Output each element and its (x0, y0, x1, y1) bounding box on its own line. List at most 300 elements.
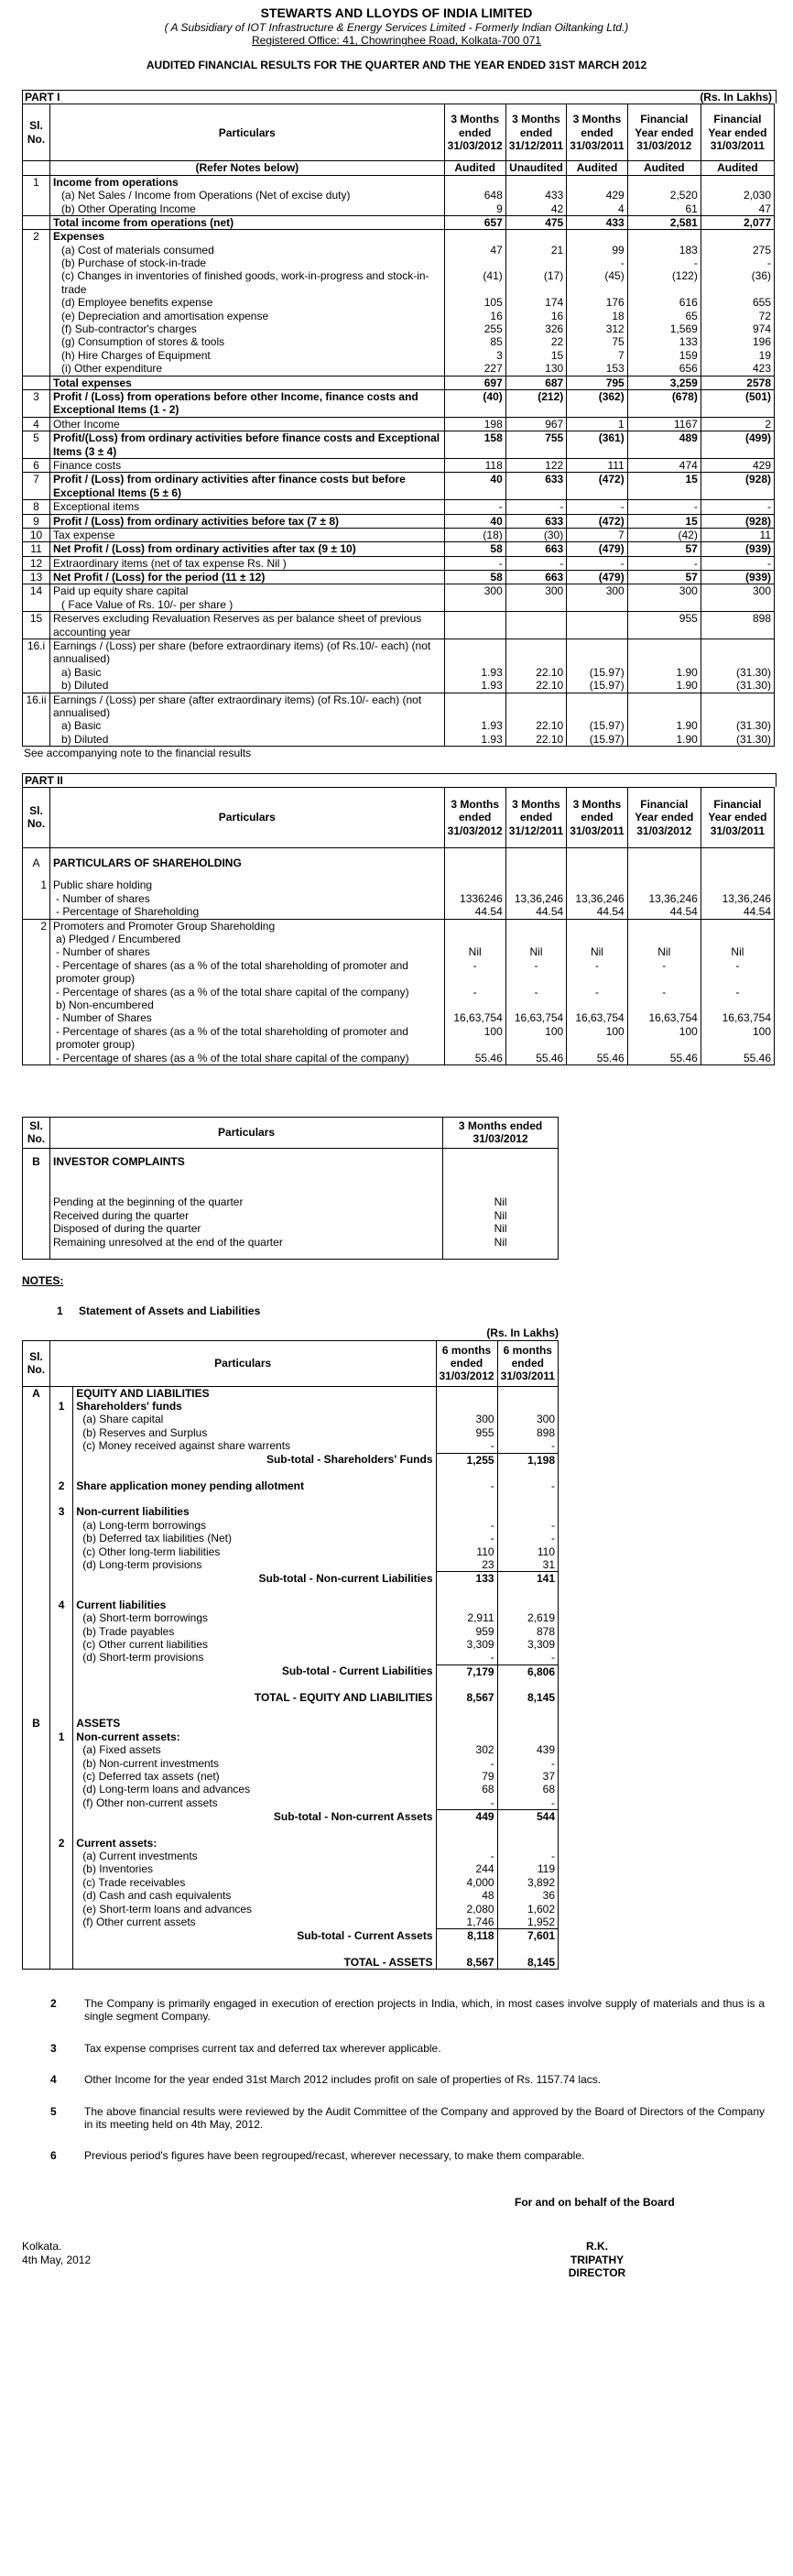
table-row (23, 1505, 559, 1518)
row-value: Nil (505, 945, 566, 958)
row-value: 55.46 (701, 1052, 774, 1065)
row-number: 5 (23, 431, 50, 459)
row-value: 37 (497, 1770, 558, 1783)
row-number (49, 1453, 72, 1467)
row-label: (a) Current investments (73, 1850, 436, 1862)
row-value: 68 (497, 1783, 558, 1796)
row-value: (36) (701, 269, 774, 296)
row-value (505, 639, 566, 666)
row-value: 275 (701, 244, 774, 257)
row-label: - Number of Shares (50, 1011, 445, 1024)
table-row (23, 1386, 559, 1400)
row-value: 36 (497, 1889, 558, 1902)
row-value: 1.93 (444, 733, 505, 747)
col-fy1: Financial Year ended 31/03/2012 (627, 104, 701, 161)
row-value: 22.10 (505, 679, 566, 693)
row-label: (i) Other expenditure (50, 362, 445, 376)
row-value (567, 693, 627, 719)
row-number (23, 719, 50, 732)
row-label: Expenses (50, 230, 445, 244)
table-row (23, 879, 775, 891)
table-row (23, 528, 775, 541)
table-row (23, 244, 775, 257)
row-value: 183 (627, 244, 701, 257)
row-value (701, 639, 774, 666)
row-value: 79 (436, 1770, 497, 1783)
row-value: 58 (444, 571, 505, 584)
row-label (73, 1492, 436, 1505)
section-letter (23, 1837, 50, 1850)
row-number (23, 1209, 50, 1222)
row-value: 657 (444, 215, 505, 229)
row-number (23, 349, 50, 362)
note-item (50, 1997, 765, 2024)
row-value (497, 1717, 558, 1730)
row-value: (472) (567, 473, 627, 500)
report-header (0, 0, 793, 71)
row-number (23, 999, 50, 1011)
row-value: 18 (567, 310, 627, 322)
section-letter (23, 1439, 50, 1453)
row-value: 11 (701, 528, 774, 541)
col-particulars: Particulars (50, 787, 445, 847)
row-value: 697 (444, 376, 505, 389)
row-value: - (505, 959, 566, 986)
section-letter (23, 1586, 50, 1599)
row-value (627, 999, 701, 1011)
row-value: Nil (443, 1195, 559, 1208)
row-number: 6 (23, 458, 50, 472)
table-row (23, 1426, 559, 1439)
row-value: 13,36,246 (701, 892, 774, 905)
row-number: 1 (23, 879, 50, 891)
row-value: - (497, 1532, 558, 1545)
row-value: 687 (505, 376, 566, 389)
statement-title: Statement of Assets and Liabilities (79, 1304, 261, 1317)
row-value: - (497, 1651, 558, 1665)
row-value (505, 175, 566, 189)
table-row (23, 719, 775, 732)
row-value: (939) (701, 542, 774, 556)
col-fy2: Financial Year ended 31/03/2011 (701, 104, 774, 161)
row-label: Profit / (Loss) from operations before other Income, finance costs and Exceptional Items (1 - 2) (50, 390, 445, 418)
row-value (701, 175, 774, 189)
row-value: (17) (505, 269, 566, 296)
row-number (49, 1704, 72, 1717)
row-value: - (436, 1479, 497, 1492)
row-number (23, 945, 50, 958)
table-row (23, 542, 775, 556)
row-value: (31.30) (701, 679, 774, 693)
row-value (701, 847, 774, 879)
section-letter (23, 1730, 50, 1743)
row-number: 4 (49, 1599, 72, 1611)
row-label: Sub-total - Non-current Liabilities (73, 1572, 436, 1586)
table-row (23, 1929, 559, 1943)
section-letter (23, 1929, 50, 1943)
section-letter: A (23, 1386, 50, 1400)
row-label: (c) Other long-term liabilities (73, 1545, 436, 1558)
row-value (497, 1599, 558, 1611)
row-value: (41) (444, 269, 505, 296)
row-label: Received during the quarter (49, 1209, 442, 1222)
row-number (49, 1929, 72, 1943)
row-number: 16.ii (23, 693, 50, 719)
row-value: 44.54 (505, 905, 566, 919)
row-value: Nil (567, 945, 627, 958)
row-value: 656 (627, 362, 701, 376)
subhead-cell: Unaudited (505, 161, 566, 175)
row-value: 300 (627, 584, 701, 598)
col-particulars: Particulars (50, 104, 445, 161)
row-value: 2 (701, 417, 774, 431)
statement-num: 1 (57, 1304, 63, 1317)
row-number (49, 1876, 72, 1889)
report-title: AUDITED FINANCIAL RESULTS FOR THE QUARTER AND THE YEAR ENDED 31ST MARCH 2012 (146, 58, 647, 71)
row-number (23, 310, 50, 322)
row-value: - (436, 1519, 497, 1532)
row-value: 15 (627, 473, 701, 500)
row-value (701, 693, 774, 719)
row-label: Total income from operations (net) (50, 215, 445, 229)
row-value: 244 (436, 1862, 497, 1875)
table-row (23, 1717, 559, 1730)
row-value: - (497, 1479, 558, 1492)
row-value: 55.46 (444, 1052, 505, 1065)
part2-body (23, 847, 775, 1064)
statement-unit: (Rs. In Lakhs) (486, 1326, 559, 1340)
subhead-cell: Audited (567, 161, 627, 175)
section-letter (23, 1545, 50, 1558)
part1-label: PART I (25, 90, 60, 104)
row-number (23, 322, 50, 335)
table-row (23, 1439, 559, 1453)
table-row (23, 905, 775, 919)
row-label: Profit/(Loss) from ordinary activities before finance costs and Exceptional Items (3 ± 4) (50, 431, 445, 459)
row-value: 300 (505, 584, 566, 598)
row-value: 22.10 (505, 666, 566, 679)
row-number (49, 1558, 72, 1572)
row-value: 4 (567, 202, 627, 216)
table-row (23, 322, 775, 335)
row-value (627, 598, 701, 612)
row-value: (122) (627, 269, 701, 296)
row-value: 1.93 (444, 679, 505, 693)
row-label: (c) Trade receivables (73, 1876, 436, 1889)
note-number: 4 (50, 2073, 57, 2087)
row-value: - (567, 986, 627, 999)
table-row (23, 639, 775, 666)
row-value: - (497, 1850, 558, 1862)
row-label: Earnings / (Loss) per share (before extraordinary items) (of Rs.10/- each) (not annualised) (50, 639, 445, 666)
section-letter (23, 1479, 50, 1492)
table-row (23, 1638, 559, 1651)
row-value: 141 (497, 1572, 558, 1586)
table-row (23, 500, 775, 514)
row-value (701, 933, 774, 945)
row-label: (a) Share capital (73, 1413, 436, 1425)
table-row (23, 1599, 559, 1611)
row-value: (31.30) (701, 666, 774, 679)
row-value: 22.10 (505, 719, 566, 732)
row-value: 15 (627, 514, 701, 528)
section-letter (23, 1889, 50, 1902)
row-label: Extraordinary items (net of tax expense Rs. Nil ) (50, 556, 445, 570)
spacer-row (23, 1175, 559, 1195)
row-label: TOTAL - EQUITY AND LIABILITIES (73, 1691, 436, 1704)
row-value: 898 (701, 612, 774, 639)
row-value: 133 (436, 1572, 497, 1586)
section-letter (23, 1519, 50, 1532)
row-value: 3 (444, 349, 505, 362)
row-value (567, 999, 627, 1011)
row-value: 795 (567, 376, 627, 389)
row-value: - (567, 959, 627, 986)
table-row (23, 335, 775, 348)
row-label: Net Profit / (Loss) for the period (11 ± 12) (50, 571, 445, 584)
section-letter (23, 1824, 50, 1837)
section-letter (23, 1665, 50, 1678)
row-value: (18) (444, 528, 505, 541)
table-row (23, 1743, 559, 1756)
row-value: 439 (497, 1743, 558, 1756)
row-number (49, 1651, 72, 1665)
row-number (49, 1426, 72, 1439)
note-number: 2 (50, 1997, 57, 2011)
row-value: Nil (443, 1209, 559, 1222)
row-number (23, 905, 50, 919)
col-q1: 3 Months ended 31/03/2012 (444, 787, 505, 847)
row-value: 9 (444, 202, 505, 216)
note-text: The above financial results were reviewed by the Audit Committee of the Company and approved by the Board of Directors of the Company in its meeting held on 4th May, 2012. (84, 2104, 765, 2132)
row-value: 878 (497, 1625, 558, 1638)
part2-table (22, 787, 775, 1065)
row-label: PARTICULARS OF SHAREHOLDING (50, 847, 445, 879)
investor-body (23, 1195, 559, 1249)
row-label: b) Diluted (50, 733, 445, 747)
row-label: (a) Long-term borrowings (73, 1519, 436, 1532)
row-label: - Percentage of Shareholding (50, 905, 445, 919)
row-number (23, 244, 50, 257)
row-label: (d) Cash and cash equivalents (73, 1889, 436, 1902)
row-value (627, 230, 701, 244)
row-label: Share application money pending allotment (73, 1479, 436, 1492)
row-label: (c) Changes in inventories of finished goods, work-in-progress and stock-in-trade (50, 269, 445, 296)
board-behalf: For and on behalf of the Board (515, 2195, 675, 2209)
part2-header-row (23, 787, 775, 847)
note-text: Previous period's figures have been regrouped/recast, wherever necessary, to make them comparable. (84, 2149, 585, 2163)
row-value: 13,36,246 (567, 892, 627, 905)
section-letter (23, 1876, 50, 1889)
row-label: Other Income (50, 417, 445, 431)
row-value: 119 (497, 1862, 558, 1875)
row-value: - (436, 1651, 497, 1665)
row-label: a) Basic (50, 719, 445, 732)
row-number (49, 1796, 72, 1810)
part1-table (22, 104, 775, 747)
row-label: Remaining unresolved at the end of the quarter (49, 1236, 442, 1249)
subhead-cell: (Refer Notes below) (50, 161, 445, 175)
table-row (23, 1916, 559, 1929)
investor-table (22, 1117, 559, 1261)
row-label: Non-current liabilities (73, 1505, 436, 1518)
row-label: Earnings / (Loss) per share (after extraordinary items) (of Rs.10/- each) (not annualised) (50, 693, 445, 719)
row-value: 100 (505, 1025, 566, 1052)
row-value: 8,567 (436, 1691, 497, 1704)
row-value: 300 (444, 584, 505, 598)
row-number (23, 892, 50, 905)
row-value: 105 (444, 296, 505, 309)
row-value: 300 (701, 584, 774, 598)
row-label: (a) Fixed assets (73, 1743, 436, 1756)
section-letter (23, 1558, 50, 1572)
investor-letter: B (23, 1148, 50, 1175)
table-row (23, 1453, 559, 1467)
table-row (23, 1479, 559, 1492)
row-value (567, 639, 627, 666)
row-value (444, 693, 505, 719)
table-row (23, 1467, 559, 1479)
row-value: 4,000 (436, 1876, 497, 1889)
table-row (23, 1651, 559, 1665)
row-value: - (436, 1532, 497, 1545)
row-value: 474 (627, 458, 701, 472)
row-label (73, 1467, 436, 1479)
row-value: 2,911 (436, 1611, 497, 1624)
row-number: 15 (23, 612, 50, 639)
section-letter (23, 1572, 50, 1586)
row-label: (f) Sub-contractor's charges (50, 322, 445, 335)
part2-section (22, 773, 777, 787)
footer-left (22, 2240, 560, 2279)
footer-date: 4th May, 2012 (22, 2253, 92, 2266)
row-number (49, 1678, 72, 1691)
row-value: (472) (567, 514, 627, 528)
section-letter (23, 1651, 50, 1665)
row-value: 122 (505, 458, 566, 472)
row-value (505, 879, 566, 891)
row-label: (b) Deferred tax liabilities (Net) (73, 1532, 436, 1545)
row-value (444, 230, 505, 244)
row-value (701, 919, 774, 933)
table-row (23, 376, 775, 389)
row-value: 755 (505, 431, 566, 459)
row-value (436, 1837, 497, 1850)
row-value: 1,746 (436, 1916, 497, 1929)
row-label: (d) Short-term provisions (73, 1651, 436, 1665)
table-row (23, 556, 775, 570)
row-value: 44.54 (444, 905, 505, 919)
row-number: 3 (23, 390, 50, 418)
section-letter (23, 1810, 50, 1824)
section-letter (23, 1638, 50, 1651)
row-value: 1,602 (497, 1903, 558, 1916)
row-value (567, 847, 627, 879)
row-number (49, 1665, 72, 1678)
col-period2: 6 months ended 31/03/2011 (497, 1340, 558, 1386)
row-value: 57 (627, 571, 701, 584)
row-value: 1,198 (497, 1453, 558, 1467)
row-label: (b) Purchase of stock-in-trade (50, 257, 445, 269)
row-label: Current liabilities (73, 1599, 436, 1611)
row-value: 227 (444, 362, 505, 376)
note-text: Tax expense comprises current tax and deferred tax wherever applicable. (84, 2041, 441, 2055)
row-number (49, 1532, 72, 1545)
section-letter (23, 1611, 50, 1624)
row-label: Finance costs (50, 458, 445, 472)
row-value (701, 230, 774, 244)
row-value: 40 (444, 473, 505, 500)
col-q2: 3 Months ended 31/12/2011 (505, 787, 566, 847)
row-value (436, 1824, 497, 1837)
table-row (23, 999, 775, 1011)
section-letter (23, 1532, 50, 1545)
row-value: 302 (436, 1743, 497, 1756)
complaint-row (23, 1236, 559, 1249)
row-value: 196 (701, 335, 774, 348)
table-row (23, 571, 775, 584)
section-letter (23, 1625, 50, 1638)
row-value: 55.46 (627, 1052, 701, 1065)
row-value: 663 (505, 542, 566, 556)
row-value (627, 639, 701, 666)
row-number (23, 362, 50, 376)
spacer-row (23, 1249, 559, 1260)
row-value: 16,63,754 (444, 1011, 505, 1024)
row-number (49, 1386, 72, 1400)
note-number: 6 (50, 2149, 57, 2163)
notes-label: NOTES: (22, 1274, 64, 1288)
table-row (23, 215, 775, 229)
row-value: 7 (567, 528, 627, 541)
row-value (444, 639, 505, 666)
footer-place: Kolkata. (22, 2240, 62, 2254)
row-value: 99 (567, 244, 627, 257)
row-label: (e) Depreciation and amortisation expense (50, 310, 445, 322)
table-row (23, 1572, 559, 1586)
row-value: 42 (505, 202, 566, 216)
row-value (567, 933, 627, 945)
row-value: - (436, 1439, 497, 1453)
row-value (505, 999, 566, 1011)
row-value: - (436, 1796, 497, 1810)
row-label: Profit / (Loss) from ordinary activities after finance costs but before Exceptional Items (5 ± 6) (50, 473, 445, 500)
row-value: (499) (701, 431, 774, 459)
table-row (23, 1889, 559, 1902)
row-label: - Percentage of shares (as a % of the total share capital of the company) (50, 986, 445, 999)
signatory-designation: DIRECTOR (568, 2266, 626, 2279)
row-number (49, 1611, 72, 1624)
row-value: 8,145 (497, 1691, 558, 1704)
section-letter (23, 1467, 50, 1479)
row-value: 118 (444, 458, 505, 472)
row-value: 544 (497, 1810, 558, 1824)
row-value: 3,892 (497, 1876, 558, 1889)
row-label: (d) Long-term provisions (73, 1558, 436, 1572)
table-row (23, 919, 775, 933)
row-value: 130 (505, 362, 566, 376)
col-sl: Sl. No. (23, 1340, 50, 1386)
row-number (23, 257, 50, 269)
table-row (23, 269, 775, 296)
row-label: (b) Trade payables (73, 1625, 436, 1638)
row-label: (h) Hire Charges of Equipment (50, 349, 445, 362)
row-value: 1.93 (444, 666, 505, 679)
row-number (23, 202, 50, 216)
row-value (497, 1678, 558, 1691)
row-number: 16.i (23, 639, 50, 666)
table-row (23, 310, 775, 322)
